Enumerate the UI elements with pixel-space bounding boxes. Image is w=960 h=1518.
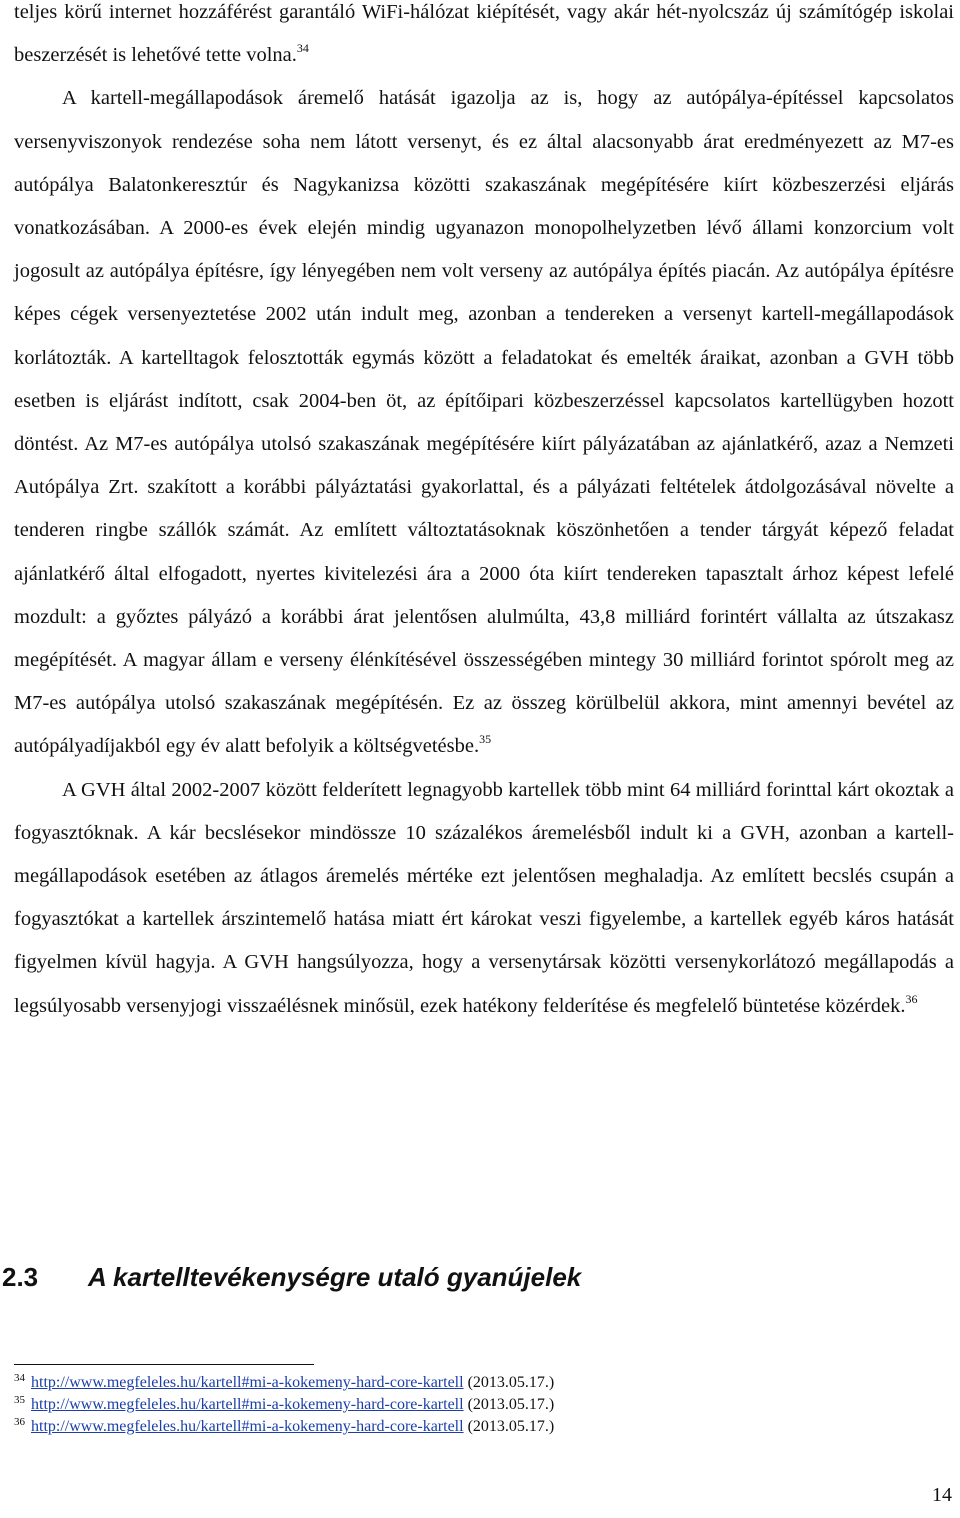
section-number: 2.3 (2, 1262, 39, 1292)
paragraph-3 (14, 769, 954, 1028)
page-number: 14 (932, 1484, 952, 1506)
footnote-35 (14, 1394, 554, 1416)
footnote-ref-35[interactable]: 35 (479, 732, 492, 747)
footnotes (14, 1372, 554, 1438)
footnote-link[interactable]: http://www.megfeleles.hu/kartell#mi-a-kokemeny-hard-core-kartell (31, 1374, 464, 1391)
footnote-36 (14, 1416, 554, 1438)
footnote-34 (14, 1372, 554, 1394)
footnote-number: 35 (14, 1394, 25, 1406)
paragraph-3-text: A GVH által 2002-2007 között felderített legnagyobb kartellek több mint 64 milliárd forinttal kárt okoztak a fogyasztóknak. A kár becslésekor mindössze 10 százalékos áremelésből indult ki a GVH, azonban a kartell-megállapodások esetében az átlagos áremelés mértéke ezt jelentősen meghaladja. Az említett becslés csupán a fogyasztókat a kartellek árszintemelő hatása miatt ért károkat veszi figyelembe, a kartellek egyéb káros hatását figyelmen kívül hagyja. A GVH hangsúlyozza, hogy a versenytársak közötti versenykorlátozó megállapodás a legsúlyosabb versenyjogi visszaélésnek minősül, ezek hatékony felderítése és megfelelő büntetése közérdek. (14, 778, 954, 1017)
section-title: A kartelltevékenységre utaló gyanújelek (88, 1262, 582, 1292)
page-body (14, 0, 954, 1028)
paragraph-1-text: teljes körű internet hozzáférést garantáló WiFi-hálózat kiépítését, vagy akár hét-nyolcszáz új számítógép iskolai beszerzését is lehetővé tette volna. (14, 1, 954, 67)
footnote-date: (2013.05.17.) (467, 1418, 555, 1435)
footnote-number: 36 (14, 1416, 25, 1428)
footnote-link[interactable]: http://www.megfeleles.hu/kartell#mi-a-kokemeny-hard-core-kartell (31, 1418, 464, 1435)
paragraph-2-text: A kartell-megállapodások áremelő hatását igazolja az is, hogy az autópálya-építéssel kapcsolatos versenyviszonyok rendezése soha nem látott versenyt, és ez által alacsonyabb árat eredményezett az M7-es autópálya Balatonkeresztúr és Nagykanizsa közötti szakaszának megépítésére kiírt közbeszerzési eljárás vonatkozásában. A 2000-es évek elején mindig ugyanazon monopolhelyzetben lévő állami konzorcium volt jogosult az autópálya építésre, így lényegében nem volt verseny az autópálya építés piacán. Az autópálya építésre képes cégek versenyeztetése 2002 után indult meg, azonban a tendereken a versenyt kartell-megállapodások korlátozták. A kartelltagok felosztották egymás között a feladatokat és emelték áraikat, azonban a GVH több esetben is eljárást indított, csak 2004-ben öt, az építőipari közbeszerzéssel kapcsolatos kartellügyben hozott döntést. Az M7-es autópálya utolsó szakaszának megépítésére kiírt pályázatában az ajánlatkérő, azaz a Nemzeti Autópálya Zrt. szakított a korábbi pályáztatási gyakorlattal, és a pályázati feltételek átdolgozásával növelte a tenderen ringbe szállók számát. Az említett változtatásoknak köszönhetően a tender tárgyát képező feladat ajánlatkérő által elfogadott, nyertes kivitelezési ára a 2000 óta kiírt tendereken tapasztalt árhoz képest lefelé mozdult: a győztes pályázó a korábbi árat jelentősen alulmúlta, 43,8 milliárd forintért vállalta az útszakasz megépítését. A magyar állam e verseny élénkítésével összességében mintegy 30 milliárd forintot spórolt meg az M7-es autópálya utolsó szakaszának megépítésén. Ez az összeg körülbelül akkora, mint amennyi bevétel az autópályadíjakból egy év alatt befolyik a költségvetésbe. (14, 87, 954, 758)
footnote-separator (14, 1364, 314, 1365)
footnote-date: (2013.05.17.) (467, 1396, 555, 1413)
section-heading (2, 1262, 581, 1293)
footnote-ref-36[interactable]: 36 (905, 991, 918, 1006)
footnote-date: (2013.05.17.) (467, 1374, 555, 1391)
paragraph-2 (14, 77, 954, 768)
paragraph-1 (14, 0, 954, 77)
footnote-number: 34 (14, 1372, 25, 1384)
footnote-link[interactable]: http://www.megfeleles.hu/kartell#mi-a-kokemeny-hard-core-kartell (31, 1396, 464, 1413)
footnote-ref-34[interactable]: 34 (296, 41, 309, 56)
